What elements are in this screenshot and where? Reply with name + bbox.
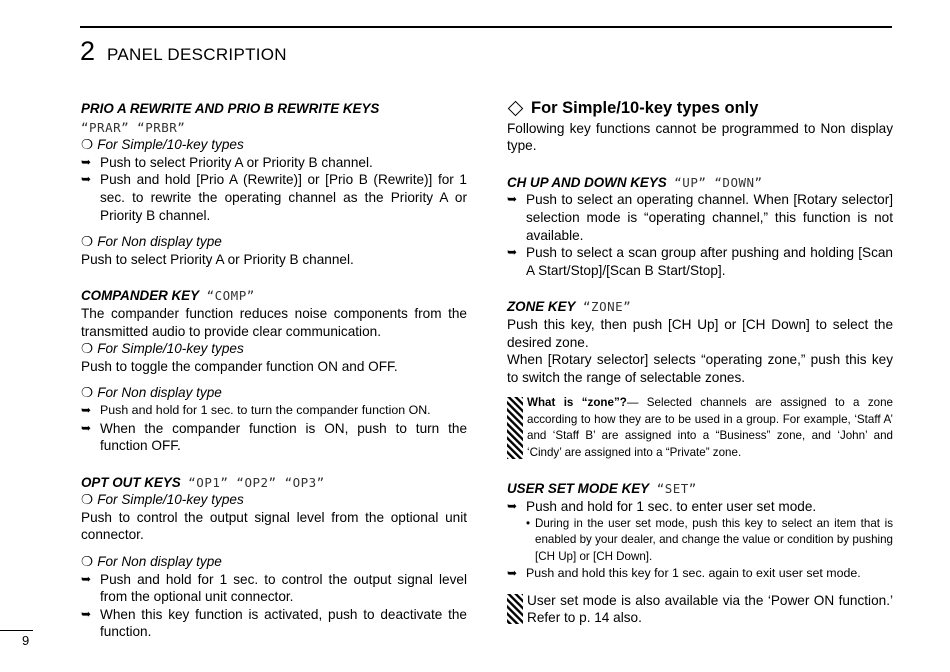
- compander-heading: COMPANDER KEY: [81, 288, 200, 304]
- left-column: [81, 100, 467, 641]
- userset-note: [507, 592, 893, 627]
- list-item: ➥ Push and hold this key for 1 sec. again to exit user set mode.: [507, 565, 893, 583]
- right-column: [507, 100, 893, 627]
- optout-simple-label: ❍ For Simple/10-key types: [81, 492, 244, 508]
- compander-simple-label: ❍ For Simple/10-key types: [81, 341, 244, 357]
- page-number: 9: [0, 630, 33, 648]
- list-item: ➥ Push to select an operating channel. When [Rotary selector] selection mode is “operating channel,” this function is not available.: [507, 192, 893, 243]
- diamond-icon: [508, 101, 524, 117]
- compander-desc: The compander function reduces noise components from the transmitted audio to provide clear communication.: [81, 305, 467, 339]
- optout-non-label: ❍ For Non display type: [81, 554, 222, 570]
- zone-text-2: When [Rotary selector] selects “operating zone,” push this key to switch the range of selectable zones.: [507, 352, 893, 385]
- circle-bullet-icon: ❍: [81, 137, 94, 153]
- zone-note-text: — Selected channels are assigned to a zone according to how they are to be used in a group. For example, ‘Staff A’ and ‘Staff B’ are assigned into a “Business” zone, and ‘John’ and ‘Cindy’ are assigned into a “Private” zone.: [527, 396, 894, 459]
- userset-heading: USER SET MODE KEY: [507, 481, 650, 497]
- header-rule: [80, 26, 892, 28]
- note-hatch-icon: [507, 397, 523, 461]
- circle-bullet-icon: ❍: [81, 492, 94, 508]
- arrow-bullet-icon: ➥: [507, 245, 518, 260]
- arrow-bullet-icon: ➥: [507, 566, 518, 580]
- chupdown-lcd-text: “UP” “DOWN”: [674, 174, 763, 190]
- note-hatch-icon: [507, 594, 523, 627]
- optout-lcd-text: “OP1” “OP2” “OP3”: [188, 474, 325, 490]
- arrow-bullet-icon: ➥: [81, 571, 92, 586]
- compander-non-label: ❍ For Non display type: [81, 385, 222, 401]
- chapter-title: PANEL DESCRIPTION: [107, 45, 287, 64]
- circle-bullet-icon: ❍: [81, 554, 94, 570]
- arrow-bullet-icon: ➥: [81, 154, 92, 169]
- arrow-bullet-icon: ➥: [81, 606, 92, 621]
- userset-note-text: User set mode is also available via the ‘Power ON function.’ Refer to p. 14 also.: [527, 592, 893, 626]
- list-item: • During in the user set mode, push this key to select an item that is enabled by your dealer, and change the value or condition by pushing [CH Up] or [CH Down].: [507, 516, 893, 566]
- chapter-number: 2: [80, 36, 96, 66]
- prio-lcd-text: “PRAR” “PRBR”: [81, 119, 186, 135]
- prio-non-text: Push to select Priority A or Priority B channel.: [81, 251, 354, 267]
- section-intro: Following key functions cannot be programmed to Non display type.: [507, 120, 893, 154]
- arrow-bullet-icon: ➥: [507, 498, 518, 513]
- chupdown-heading: CH UP AND DOWN KEYS: [507, 174, 667, 190]
- list-item: ➥ Push and hold for 1 sec. to control the output signal level from the optional unit connector.: [81, 571, 467, 605]
- circle-bullet-icon: ❍: [81, 385, 94, 401]
- section-title: For Simple/10-key types only: [507, 100, 893, 118]
- zone-note: [507, 395, 893, 461]
- zone-note-lead: What is “zone”?: [527, 396, 627, 410]
- list-item: ➥ Push and hold for 1 sec. to turn the compander function ON.: [81, 402, 467, 420]
- compander-lcd-text: “COMP”: [206, 288, 255, 304]
- list-item: ➥ Push to select a scan group after pushing and holding [Scan A Start/Stop]/[Scan B Start/Stop].: [507, 245, 893, 278]
- circle-bullet-icon: ❍: [81, 341, 94, 357]
- list-item: ➥ Push to select Priority A or Priority B channel.: [81, 154, 373, 170]
- prio-heading: PRIO A REWRITE AND PRIO B REWRITE KEYS: [81, 101, 380, 116]
- dot-bullet-icon: •: [526, 516, 531, 530]
- chapter-header: [80, 38, 287, 65]
- arrow-bullet-icon: ➥: [81, 402, 92, 417]
- compander-simple-text: Push to toggle the compander function ON and OFF.: [81, 358, 398, 374]
- zone-text-1: Push this key, then push [CH Up] or [CH Down] to select the desired zone.: [507, 316, 893, 350]
- circle-bullet-icon: ❍: [81, 234, 94, 250]
- userset-lcd-text: “SET”: [656, 481, 697, 497]
- optout-heading: OPT OUT KEYS: [81, 474, 181, 490]
- list-item: ➥ Push and hold [Prio A (Rewrite)] or [Prio B (Rewrite)] for 1 sec. to rewrite the operating channel as the Priority A or Priority B channel.: [81, 172, 467, 223]
- prio-non-label: ❍ For Non display type: [81, 234, 222, 250]
- arrow-bullet-icon: ➥: [81, 420, 92, 435]
- zone-lcd-text: “ZONE”: [583, 299, 632, 315]
- arrow-bullet-icon: ➥: [81, 172, 92, 187]
- list-item: ➥ When this key function is activated, push to deactivate the function.: [81, 606, 467, 640]
- list-item: ➥ Push and hold for 1 sec. to enter user set mode.: [507, 498, 817, 514]
- prio-simple-label: ❍ For Simple/10-key types: [81, 137, 244, 153]
- optout-simple-text: Push to control the output signal level from the optional unit connector.: [81, 509, 467, 543]
- zone-heading: ZONE KEY: [507, 299, 576, 315]
- list-item: ➥ When the compander function is ON, push to turn the function OFF.: [81, 420, 467, 454]
- arrow-bullet-icon: ➥: [507, 192, 518, 207]
